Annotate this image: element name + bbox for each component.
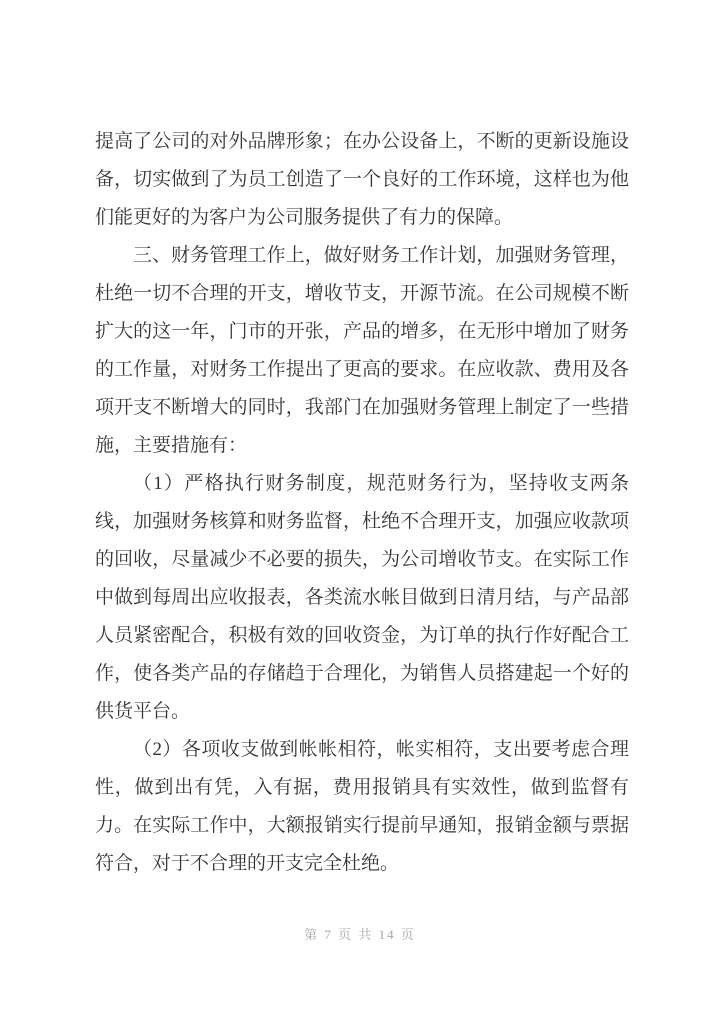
document-content	[95, 123, 629, 883]
paragraph-measure-2: （2）各项收支做到帐帐相符，帐实相符，支出要考虑合理性，做到出有凭，入有据，费用报销具有实效性，做到监督有力。在实际工作中，大额报销实行提前早通知，报销金额与票据符合，对于不合理的开支完全杜绝。	[95, 739, 629, 874]
paragraph-measure-1: （1）严格执行财务制度，规范财务行为，坚持收支两条线，加强财务核算和财务监督，杜绝不合理开支，加强应收款项的回收，尽量减少不必要的损失，为公司增收节支。在实际工作中做到每周出应收报表，各类流水帐目做到日清月结，与产品部人员紧密配合，积极有效的回收资金，为订单的执行作好配合工作，使各类产品的存储趋于合理化，为销售人员搭建起一个好的供货平台。	[95, 473, 629, 722]
page-footer	[0, 926, 720, 944]
paragraph-finance-management-overview: 三、财务管理工作上，做好财务工作计划，加强财务管理，杜绝一切不合理的开支，增收节支，开源节流。在公司规模不断扩大的这一年，门市的开张，产品的增多，在无形中增加了财务的工作量，对财务工作提出了更高的要求。在应收款、费用及各项开支不断增大的同时，我部门在加强财务管理上制定了一些措施，主要措施有：	[95, 245, 629, 456]
paragraph-brand-image-continuation: 提高了公司的对外品牌形象；在办公设备上，不断的更新设施设备，切实做到了为员工创造了一个良好的工作环境，这样也为他们能更好的为客户为公司服务提供了有力的保障。	[95, 131, 629, 228]
footer-page-number-label: 第 7 页 共 14 页	[304, 927, 416, 942]
